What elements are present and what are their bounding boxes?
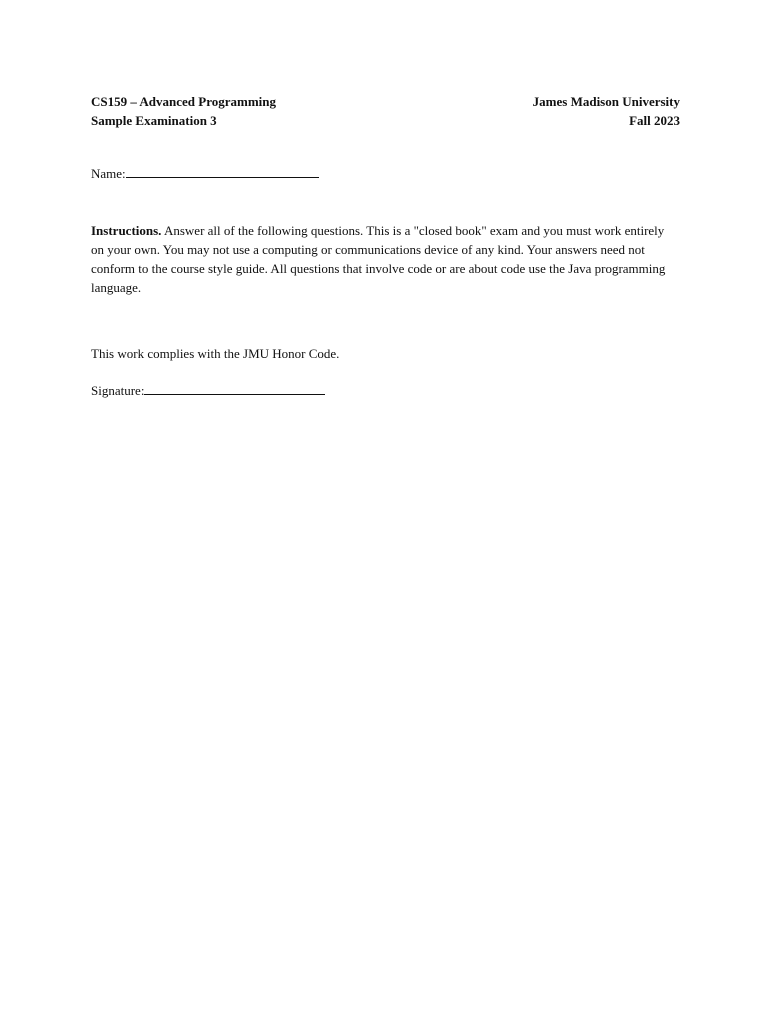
term-label: Fall 2023 bbox=[629, 113, 680, 128]
header-right bbox=[533, 92, 680, 130]
exam-cover-page bbox=[91, 92, 680, 400]
header-left bbox=[91, 92, 276, 130]
instructions-heading: Instructions. bbox=[91, 223, 162, 238]
university-name: James Madison University bbox=[532, 94, 680, 109]
name-label: Name: bbox=[91, 166, 126, 181]
name-field bbox=[91, 164, 680, 183]
name-blank-line[interactable] bbox=[126, 165, 319, 178]
document-header bbox=[91, 92, 680, 130]
exam-title: Sample Examination 3 bbox=[91, 113, 217, 128]
instructions-body: Answer all of the following questions. This is a "closed book" exam and you must work entirely on your own. You may not use a computing or communications device of any kind. Your answers need not conform to the course style guide. All questions that involve code or are about code use the Java programming language. bbox=[91, 223, 666, 295]
signature-blank-line[interactable] bbox=[144, 382, 325, 395]
course-title: CS159 – Advanced Programming bbox=[91, 94, 277, 109]
signature-label: Signature: bbox=[91, 383, 145, 398]
instructions-paragraph bbox=[91, 221, 680, 297]
signature-field bbox=[91, 381, 680, 400]
honor-statement: This work complies with the JMU Honor Code. bbox=[91, 346, 340, 361]
